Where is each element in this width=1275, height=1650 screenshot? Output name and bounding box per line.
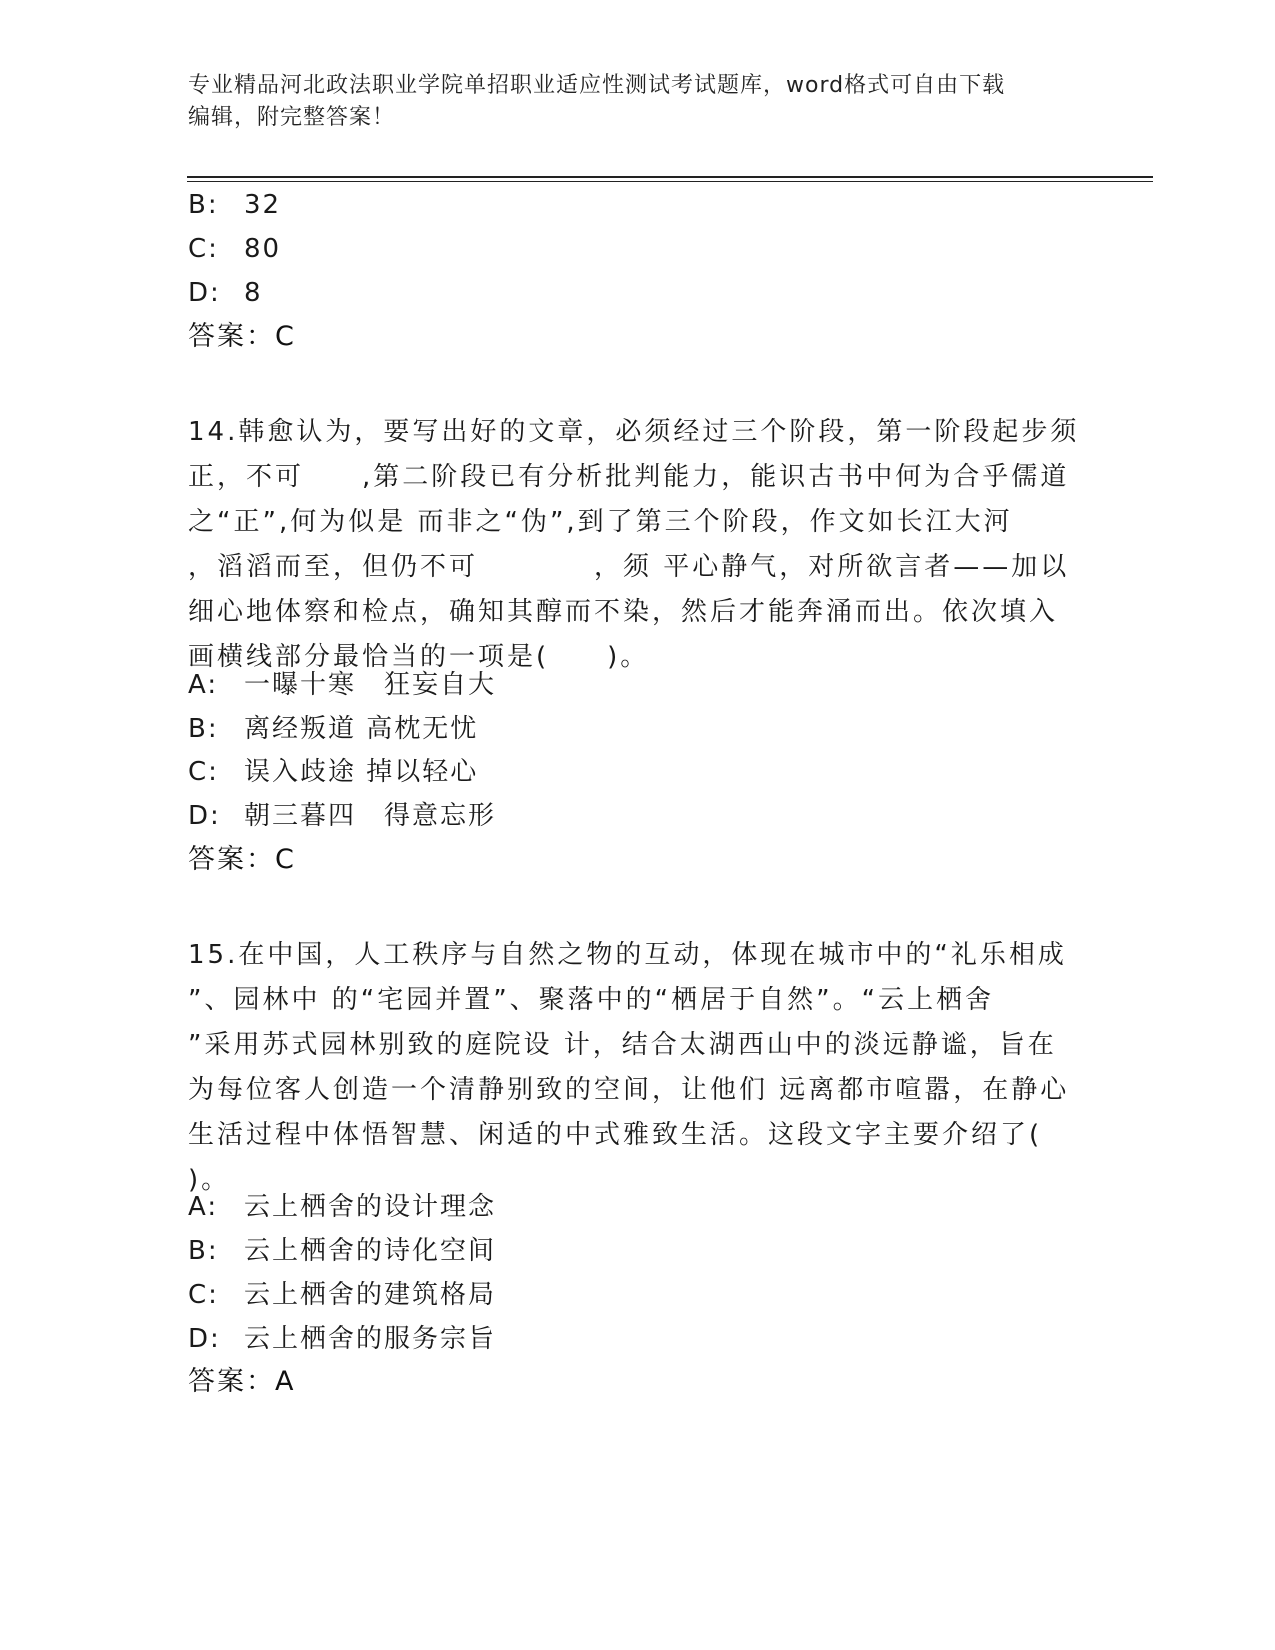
option-text: 云上栖舍的诗化空间 (244, 1236, 497, 1266)
option-text: 32 (244, 190, 282, 220)
q15-option-c (188, 1280, 496, 1310)
q15-stem-line: ”采用苏式园林别致的庭院设 计，结合太湖西山中的淡远静谧，旨在 (188, 1030, 1057, 1060)
q14-stem-line: ，滔滔而至，但仍不可 ，须 平心静气，对所欲言者——加以 (188, 552, 1070, 582)
q14-stem-line: 细心地体察和检点，确知其醇而不染，然后才能奔涌而出。依次填入 (188, 597, 1059, 627)
header-line-2: 编辑，附完整答案！ (188, 105, 396, 130)
q14-option-d (188, 801, 496, 831)
option-text: 误入歧途 掉以轻心 (244, 757, 479, 787)
q14-stem-line: 14.韩愈认为，要写出好的文章，必须经过三个阶段，第一阶段起步须 (188, 417, 1080, 447)
option-text: 8 (244, 278, 263, 308)
option-text: 云上栖舍的建筑格局 (244, 1280, 497, 1310)
option-text: 离经叛道 高枕无忧 (244, 714, 479, 744)
option-text: 云上栖舍的服务宗旨 (244, 1324, 497, 1354)
q13-option-c (188, 234, 281, 264)
q14-option-c (188, 757, 478, 787)
option-text: 云上栖舍的设计理念 (244, 1192, 497, 1222)
q15-option-b (188, 1236, 496, 1266)
header-line-1: 专业精品河北政法职业学院单招职业适应性测试考试题库，word格式可自由下载 (188, 73, 1006, 98)
option-letter: C: (188, 1280, 219, 1310)
option-letter: B: (188, 1236, 219, 1266)
q15-stem-line: 15.在中国，人工秩序与自然之物的互动，体现在城市中的“礼乐相成 (188, 940, 1067, 970)
q15-option-d (188, 1324, 496, 1354)
q13-option-d (188, 278, 263, 308)
option-letter: D: (188, 801, 221, 831)
q14-stem-line: 正，不可 ,第二阶段已有分析批判能力，能识古书中何为合乎儒道 (188, 462, 1070, 492)
q15-stem-line: ”、园林中 的“宅园并置”、聚落中的“栖居于自然”。“云上栖舍 (188, 985, 995, 1015)
q15-option-a (188, 1192, 496, 1222)
document-header (188, 70, 1068, 134)
option-text: 80 (244, 234, 282, 264)
q14-option-b (188, 714, 478, 744)
q14-option-a (188, 670, 496, 700)
q13-answer: 答案：C (188, 321, 296, 352)
q13-option-b (188, 190, 281, 220)
option-letter: C: (188, 757, 219, 787)
option-text: 朝三暮四 得意忘形 (244, 801, 497, 831)
option-letter: C: (188, 234, 219, 264)
q15-stem (188, 933, 1069, 1203)
q15-stem-line: 为每位客人创造一个清静别致的空间，让他们 远离都市喧嚣，在静心 (188, 1075, 1070, 1105)
option-letter: B: (188, 714, 219, 744)
option-letter: D: (188, 278, 221, 308)
q15-answer: 答案：A (188, 1366, 296, 1397)
q14-stem-line: 之“正”,何为似是 而非之“伪”,到了第三个阶段，作文如长江大河 (188, 507, 1013, 537)
option-letter: B: (188, 190, 219, 220)
header-divider-thick (187, 176, 1153, 178)
q14-stem-line: 画横线部分最恰当的一项是( )。 (188, 642, 650, 672)
header-divider-thin (187, 181, 1153, 182)
q15-stem-line: 生活过程中体悟智慧、闲适的中式雅致生活。这段文字主要介绍了( (188, 1120, 1043, 1150)
option-letter: A: (188, 670, 219, 700)
option-letter: D: (188, 1324, 221, 1354)
q15-stem-line: )。 (188, 1165, 231, 1195)
option-text: 一曝十寒 狂妄自大 (244, 670, 497, 700)
option-letter: A: (188, 1192, 219, 1222)
q14-answer: 答案：C (188, 844, 296, 875)
q14-stem (188, 410, 1079, 680)
